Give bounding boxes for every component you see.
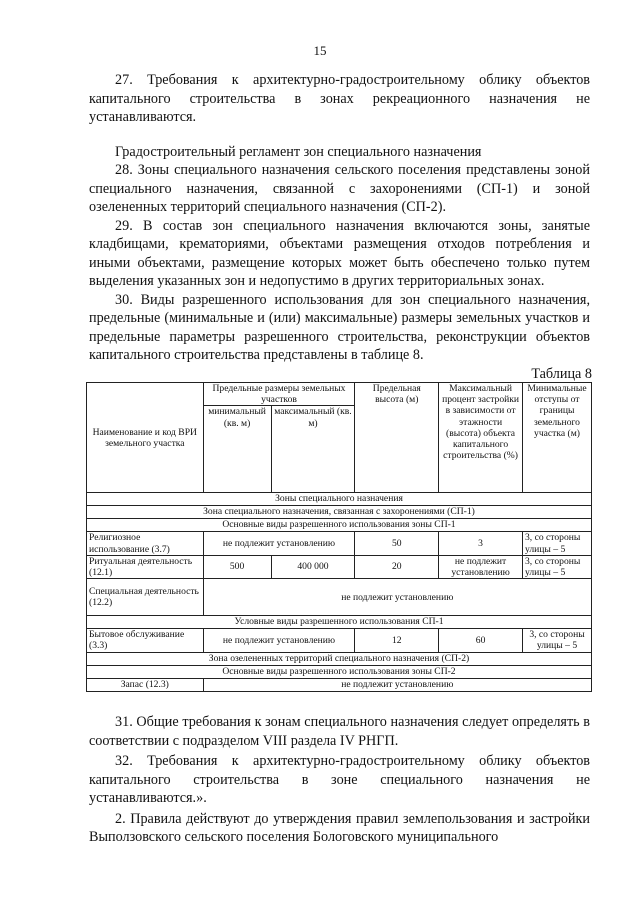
section-row (87, 493, 592, 506)
section-label: Зона специального назначения, связанная с захоронениями (СП-1) (87, 506, 592, 519)
text-block-bottom (89, 713, 590, 847)
row-coverage: 3 (439, 532, 523, 555)
paragraph-2: 2. Правила действуют до утверждения правил землепользования и застройки Выползовского сельского поселения Бологовского муниципального (89, 810, 590, 845)
table-header-row (87, 383, 592, 406)
row-height: 50 (355, 532, 439, 555)
row-setback: 3, со стороны улицы – 5 (523, 532, 592, 555)
row-setback: 3, со стороны улицы – 5 (523, 629, 592, 652)
paragraph-31: 31. Общие требования к зонам специального назначения следует определять в соответствии с подразделом VIII раздела IV РНГП. (89, 714, 590, 749)
table-row (87, 579, 592, 616)
section-label: Условные виды разрешенного использования СП-1 (87, 616, 592, 629)
row-all: не подлежит установлению (203, 579, 591, 616)
page-number: 15 (313, 43, 327, 58)
section-row (87, 519, 592, 532)
row-sizes: не подлежит установлению (203, 532, 355, 555)
section-heading: Градостроительный регламент зон специального назначения (115, 143, 482, 160)
text-block-top (89, 71, 590, 365)
header-setbacks: Минимальные отступы от границы земельного участка (м) (523, 383, 592, 493)
section-row (87, 616, 592, 629)
paragraph-27: 27. Требования к архитектурно-градостроительному облику объектов капитального строительства в зонах рекреационного назначения не устанавливаются. (89, 72, 590, 125)
section-row (87, 652, 592, 665)
table-caption: Таблица 8 (531, 366, 592, 382)
paragraph-28: 28. Зоны специального назначения сельского поселения представлены зоной специального назначения, связанной с захоронениями (СП-1) и зоной озелененных территорий специального назначения (СП-2). (89, 162, 590, 215)
table-row (87, 629, 592, 652)
table-row (87, 532, 592, 555)
header-name: Наименование и код ВРИ земельного участка (87, 383, 204, 493)
paragraph-30: 30. Виды разрешенного использования для зон специального назначения, предельные (минимальные и (или) максимальные) размеры земельных участков и предельные параметры разрешенного строительства, реконструкции объектов капитального строительства представлены в таблице 8. (89, 291, 590, 363)
row-name: Религиозное использование (3.7) (87, 532, 204, 555)
row-min: 500 (203, 555, 271, 578)
row-height: 20 (355, 555, 439, 578)
header-min: минимальный (кв. м) (203, 406, 271, 493)
paragraph-29: 29. В состав зон специального назначения включаются зоны, занятые кладбищами, крематориями, объектами размещения отходов потребления и иными объектами, размещение которых может быть обеспечено только путем выделения указанных зон и недопустимо в других территориальных зонах. (89, 217, 590, 289)
section-row (87, 506, 592, 519)
row-name: Ритуальная деятельность (12.1) (87, 555, 204, 578)
row-all: не подлежит установлению (203, 678, 591, 691)
row-sizes: не подлежит установлению (203, 629, 355, 652)
row-height: 12 (355, 629, 439, 652)
header-coverage: Максимальный процент застройки в зависимости от этажности (высота) объекта капитального строительства (%) (439, 383, 523, 493)
row-max: 400 000 (271, 555, 355, 578)
row-name: Запас (12.3) (87, 678, 204, 691)
section-row (87, 665, 592, 678)
section-label: Зоны специального назначения (87, 493, 592, 506)
header-plot-sizes: Предельные размеры земельных участков (203, 383, 355, 406)
row-coverage: не подлежит установлению (439, 555, 523, 578)
header-height: Предельная высота (м) (355, 383, 439, 493)
section-label: Зона озелененных территорий специального назначения (СП-2) (87, 652, 592, 665)
regulation-table (86, 382, 592, 692)
header-max: максимальный (кв. м) (271, 406, 355, 493)
row-coverage: 60 (439, 629, 523, 652)
row-name: Специальная деятельность (12.2) (87, 579, 204, 616)
row-setback: 3, со стороны улицы – 5 (523, 555, 592, 578)
row-name: Бытовое обслуживание (3.3) (87, 629, 204, 652)
section-label: Основные виды разрешенного использования зоны СП-1 (87, 519, 592, 532)
paragraph-32: 32. Требования к архитектурно-градостроительному облику объектов капитального строительства в зоне специального назначения не устанавливаются.». (89, 753, 590, 806)
section-label: Основные виды разрешенного использования зоны СП-2 (87, 665, 592, 678)
table-row (87, 555, 592, 578)
table-row (87, 678, 592, 691)
